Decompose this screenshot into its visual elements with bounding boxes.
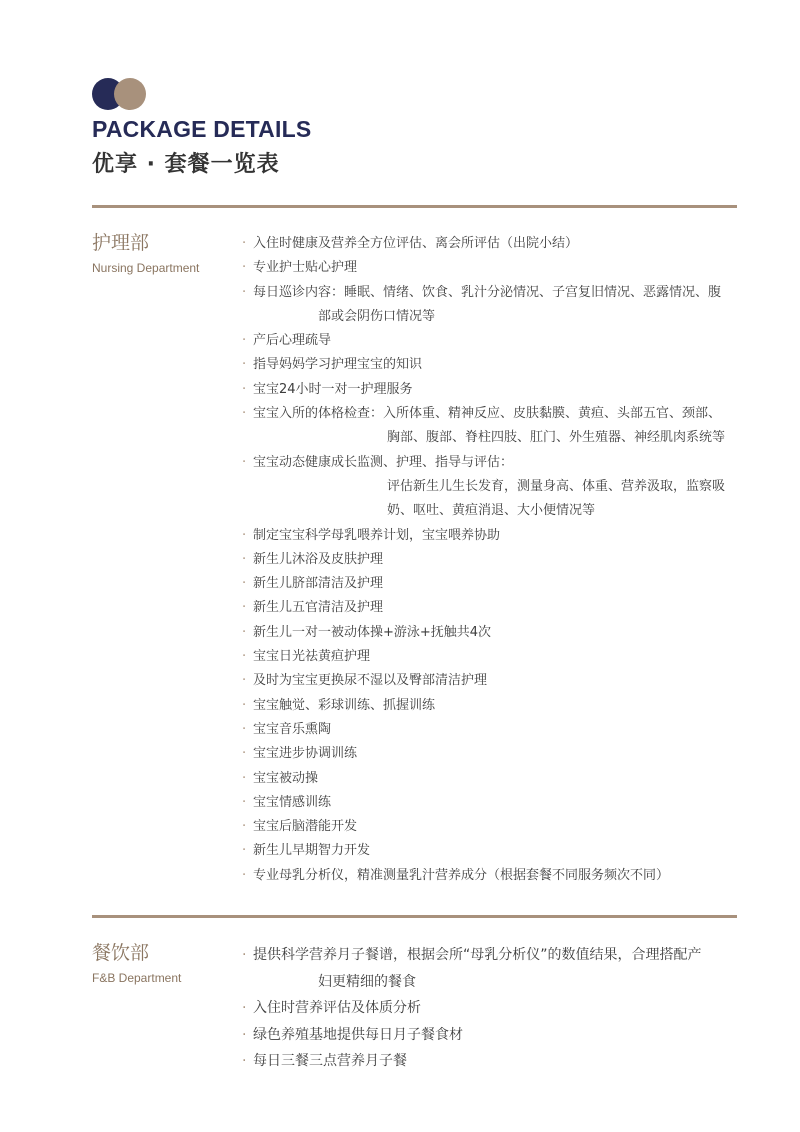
- list-item-continuation: 胸部、腹部、脊柱四肢、肛门、外生殖器、神经肌肉系统等: [387, 430, 726, 446]
- fnb-title: 餐饮部: [92, 942, 150, 964]
- list-item: [242, 815, 742, 839]
- list-item-text: 宝宝动态健康成长监测、护理、指导与评估：: [253, 454, 514, 470]
- list-item: [242, 572, 742, 596]
- list-item-text: 宝宝触觉、彩球训练、抓握训练: [253, 697, 436, 713]
- list-item-continuation: 妇更精细的餐食: [318, 973, 416, 990]
- list-item-text: 宝宝进步协调训练: [253, 746, 358, 762]
- page-title: PACKAGE DETAILS: [92, 116, 312, 142]
- list-item: [242, 524, 742, 548]
- tan-circle-icon: [114, 78, 146, 110]
- list-item: [242, 645, 742, 669]
- bullet-icon: ·: [242, 381, 247, 397]
- list-item: [242, 669, 742, 693]
- list-item: [242, 621, 742, 645]
- list-item-text: 新生儿一对一被动体操+游泳+抚触共4次: [253, 624, 492, 640]
- list-item-text: 宝宝被动操: [253, 770, 319, 786]
- list-item: [242, 1048, 742, 1075]
- list-item: [242, 1022, 742, 1049]
- page-subtitle: 优享 · 套餐一览表: [92, 152, 280, 177]
- list-item-text: 入住时健康及营养全方位评估、离会所评估（出院小结）: [253, 236, 579, 251]
- bullet-icon: ·: [242, 454, 247, 470]
- list-item-text: 宝宝入所的体格检查：入所体重、精神反应、皮肤黏膜、黄疸、头部五官、颈部、: [253, 406, 722, 422]
- list-item-continuation: 奶、呕吐、黄疸消退、大小便情况等: [387, 503, 596, 519]
- bullet-icon: ·: [242, 333, 247, 349]
- list-item: [242, 942, 742, 995]
- brand-logo: [92, 78, 152, 110]
- list-item-continuation: 部或会阴伤口情况等: [318, 308, 436, 324]
- nursing-title: 护理部: [92, 232, 150, 254]
- bullet-icon: ·: [242, 406, 247, 422]
- list-item: [242, 402, 742, 451]
- bullet-icon: ·: [242, 746, 247, 762]
- list-item-text: 新生儿脐部清洁及护理: [253, 576, 384, 592]
- list-item: [242, 232, 742, 256]
- list-item: [242, 767, 742, 791]
- bullet-icon: ·: [242, 867, 247, 883]
- nursing-heading: [92, 232, 242, 275]
- bullet-icon: ·: [242, 1000, 247, 1016]
- list-item: [242, 742, 742, 766]
- bullet-icon: ·: [242, 819, 247, 835]
- fnb-heading: [92, 942, 242, 985]
- list-item-text: 每日巡诊内容：睡眠、情绪、饮食、乳汁分泌情况、子宫复旧情况、恶露情况、腹: [253, 284, 722, 300]
- list-item-text: 宝宝日光祛黄疸护理: [253, 649, 371, 665]
- bullet-icon: ·: [242, 947, 247, 963]
- bullet-icon: ·: [242, 697, 247, 713]
- list-item: [242, 864, 742, 888]
- list-item-text: 宝宝后脑潜能开发: [253, 819, 358, 835]
- bullet-icon: ·: [242, 551, 247, 567]
- section-divider: [92, 915, 737, 918]
- list-item-text: 提供科学营养月子餐谱，根据会所“母乳分析仪”的数值结果，合理搭配产: [253, 947, 702, 963]
- list-item-text: 指导妈妈学习护理宝宝的知识: [253, 357, 423, 373]
- list-item-continuation: 评估新生儿生长发育，测量身高、体重、营养汲取，监察吸: [387, 478, 726, 494]
- bullet-icon: ·: [242, 673, 247, 689]
- bullet-icon: ·: [242, 576, 247, 592]
- bullet-icon: ·: [242, 624, 247, 640]
- bullet-icon: ·: [242, 260, 247, 276]
- list-item-text: 专业护士贴心护理: [253, 260, 358, 276]
- bullet-icon: ·: [242, 1053, 247, 1069]
- list-item-text: 新生儿沐浴及皮肤护理: [253, 551, 384, 567]
- list-item: [242, 281, 742, 330]
- list-item-text: 每日三餐三点营养月子餐: [253, 1053, 407, 1069]
- list-item: [242, 353, 742, 377]
- bullet-icon: ·: [242, 527, 247, 543]
- bullet-icon: ·: [242, 721, 247, 737]
- list-item: [242, 329, 742, 353]
- bullet-icon: ·: [242, 770, 247, 786]
- bullet-icon: ·: [242, 284, 247, 300]
- bullet-icon: ·: [242, 236, 247, 251]
- list-item: [242, 378, 742, 402]
- bullet-icon: ·: [242, 1026, 247, 1043]
- list-item-text: 制定宝宝科学母乳喂养计划，宝宝喂养协助: [253, 527, 501, 543]
- list-item-text: 宝宝情感训练: [253, 794, 332, 810]
- list-item: [242, 718, 742, 742]
- bullet-icon: ·: [242, 600, 247, 616]
- list-item: [242, 791, 742, 815]
- list-item: [242, 694, 742, 718]
- nursing-item-list: [242, 232, 742, 888]
- list-item-text: 新生儿五官清洁及护理: [253, 600, 384, 616]
- bullet-icon: ·: [242, 357, 247, 373]
- fnb-item-list: [242, 942, 742, 1075]
- fnb-subtitle: F&B Department: [92, 971, 182, 985]
- section-divider: [92, 205, 737, 208]
- list-item-text: 新生儿早期智力开发: [253, 843, 371, 859]
- list-item: [242, 596, 742, 620]
- bullet-icon: ·: [242, 794, 247, 810]
- list-item: [242, 451, 742, 524]
- list-item: [242, 839, 742, 863]
- nursing-subtitle: Nursing Department: [92, 261, 200, 275]
- list-item-text: 产后心理疏导: [253, 333, 332, 349]
- list-item-text: 宝宝24小时一对一护理服务: [253, 381, 413, 397]
- list-item-text: 及时为宝宝更换尿不湿以及臀部清洁护理: [253, 673, 488, 689]
- list-item: [242, 995, 742, 1022]
- list-item-text: 入住时营养评估及体质分析: [253, 1000, 421, 1016]
- bullet-icon: ·: [242, 843, 247, 859]
- list-item: [242, 256, 742, 280]
- list-item-text: 绿色养殖基地提供每日月子餐食材: [253, 1026, 463, 1043]
- list-item-text: 宝宝音乐熏陶: [253, 721, 332, 737]
- list-item: [242, 548, 742, 572]
- bullet-icon: ·: [242, 649, 247, 665]
- list-item-text: 专业母乳分析仪，精准测量乳汁营养成分（根据套餐不同服务频次不同）: [253, 867, 670, 883]
